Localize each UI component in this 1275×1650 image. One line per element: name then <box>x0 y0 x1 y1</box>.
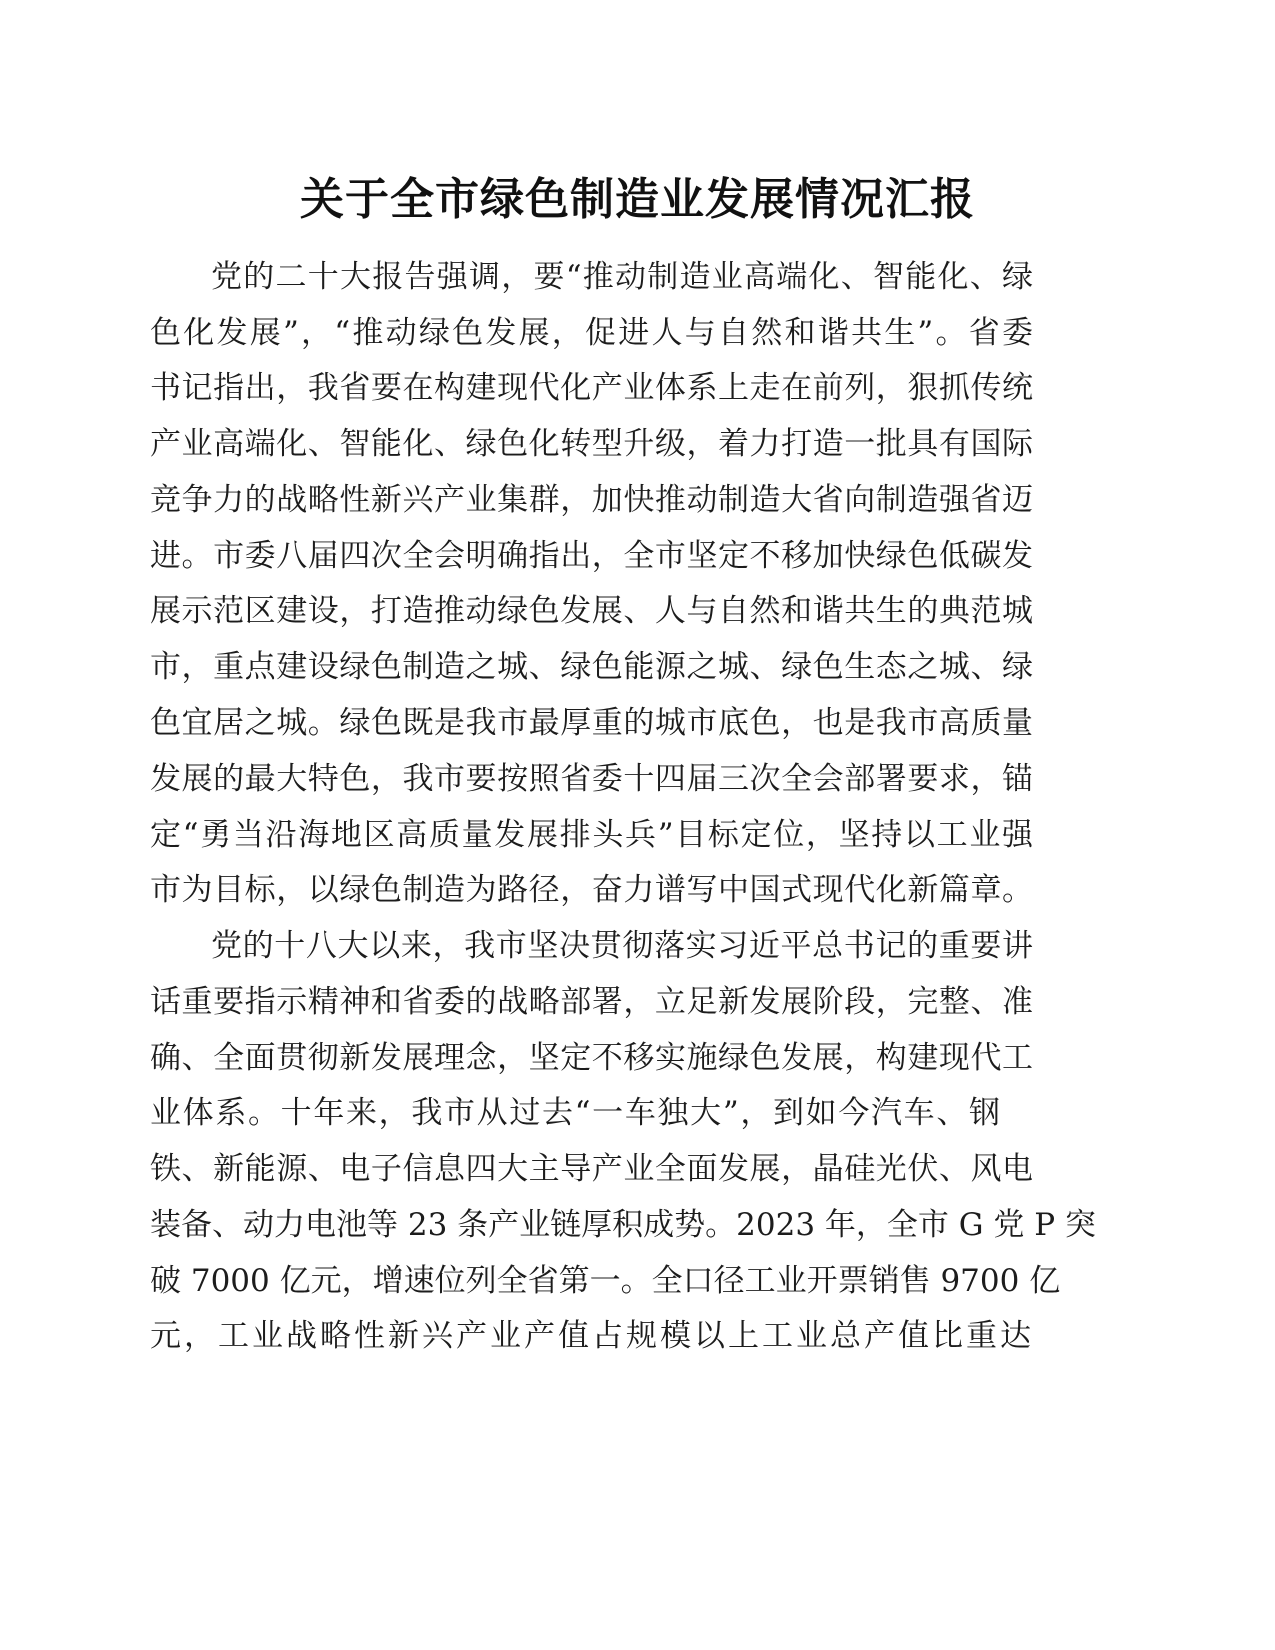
paragraph-2-line-6: 装备、动力电池等 23 条产业链厚积成势。2023 年，全市 G 党 P 突 <box>150 1207 1096 1243</box>
paragraph-1-line-1: 党的二十大报告强调，要“推动制造业高端化、智能化、绿 <box>211 259 1033 295</box>
paragraph-1-line-12: 市为目标，以绿色制造为路径，奋力谱写中国式现代化新篇章。 <box>150 872 1033 908</box>
paragraph-1-line-8: 市，重点建设绿色制造之城、绿色能源之城、绿色生态之城、绿 <box>150 649 1033 685</box>
paragraph-1-line-7: 展示范区建设，打造推动绿色发展、人与自然和谐共生的典范城 <box>150 593 1033 629</box>
paragraph-2-line-1: 党的十八大以来，我市坚决贯彻落实习近平总书记的重要讲 <box>211 928 1033 964</box>
paragraph-2-line-3: 确、全面贯彻新发展理念，坚定不移实施绿色发展，构建现代工 <box>150 1040 1033 1076</box>
paragraph-2-line-5: 铁、新能源、电子信息四大主导产业全面发展，晶硅光伏、风电 <box>150 1151 1033 1187</box>
paragraph-2-line-2: 话重要指示精神和省委的战略部署，立足新发展阶段，完整、准 <box>150 984 1033 1020</box>
paragraph-1-line-5: 竞争力的战略性新兴产业集群，加快推动制造大省向制造强省迈 <box>150 482 1033 518</box>
paragraph-1-line-2: 色化发展”，“推动绿色发展，促进人与自然和谐共生”。省委 <box>150 315 1033 351</box>
paragraph-1-line-6: 进。市委八届四次全会明确指出，全市坚定不移加快绿色低碳发 <box>150 538 1033 574</box>
paragraph-2-line-7: 破 7000 亿元，增速位列全省第一。全口径工业开票销售 9700 亿 <box>150 1263 1061 1299</box>
paragraph-1-line-3: 书记指出，我省要在构建现代化产业体系上走在前列，狠抓传统 <box>150 370 1033 406</box>
document-title: 关于全市绿色制造业发展情况汇报 <box>300 174 975 225</box>
paragraph-1-line-4: 产业高端化、智能化、绿色化转型升级，着力打造一批具有国际 <box>150 426 1033 462</box>
paragraph-2-line-4: 业体系。十年来，我市从过去“一车独大”，到如今汽车、钢 <box>150 1095 1000 1131</box>
paragraph-1-line-11: 定“勇当沿海地区高质量发展排头兵”目标定位，坚持以工业强 <box>150 817 1033 853</box>
paragraph-2-line-8: 元，工业战略性新兴产业产值占规模以上工业总产值比重达 <box>150 1318 1034 1354</box>
paragraph-1-line-9: 色宜居之城。绿色既是我市最厚重的城市底色，也是我市高质量 <box>150 705 1033 741</box>
paragraph-1-line-10: 发展的最大特色，我市要按照省委十四届三次全会部署要求，锚 <box>150 761 1033 797</box>
